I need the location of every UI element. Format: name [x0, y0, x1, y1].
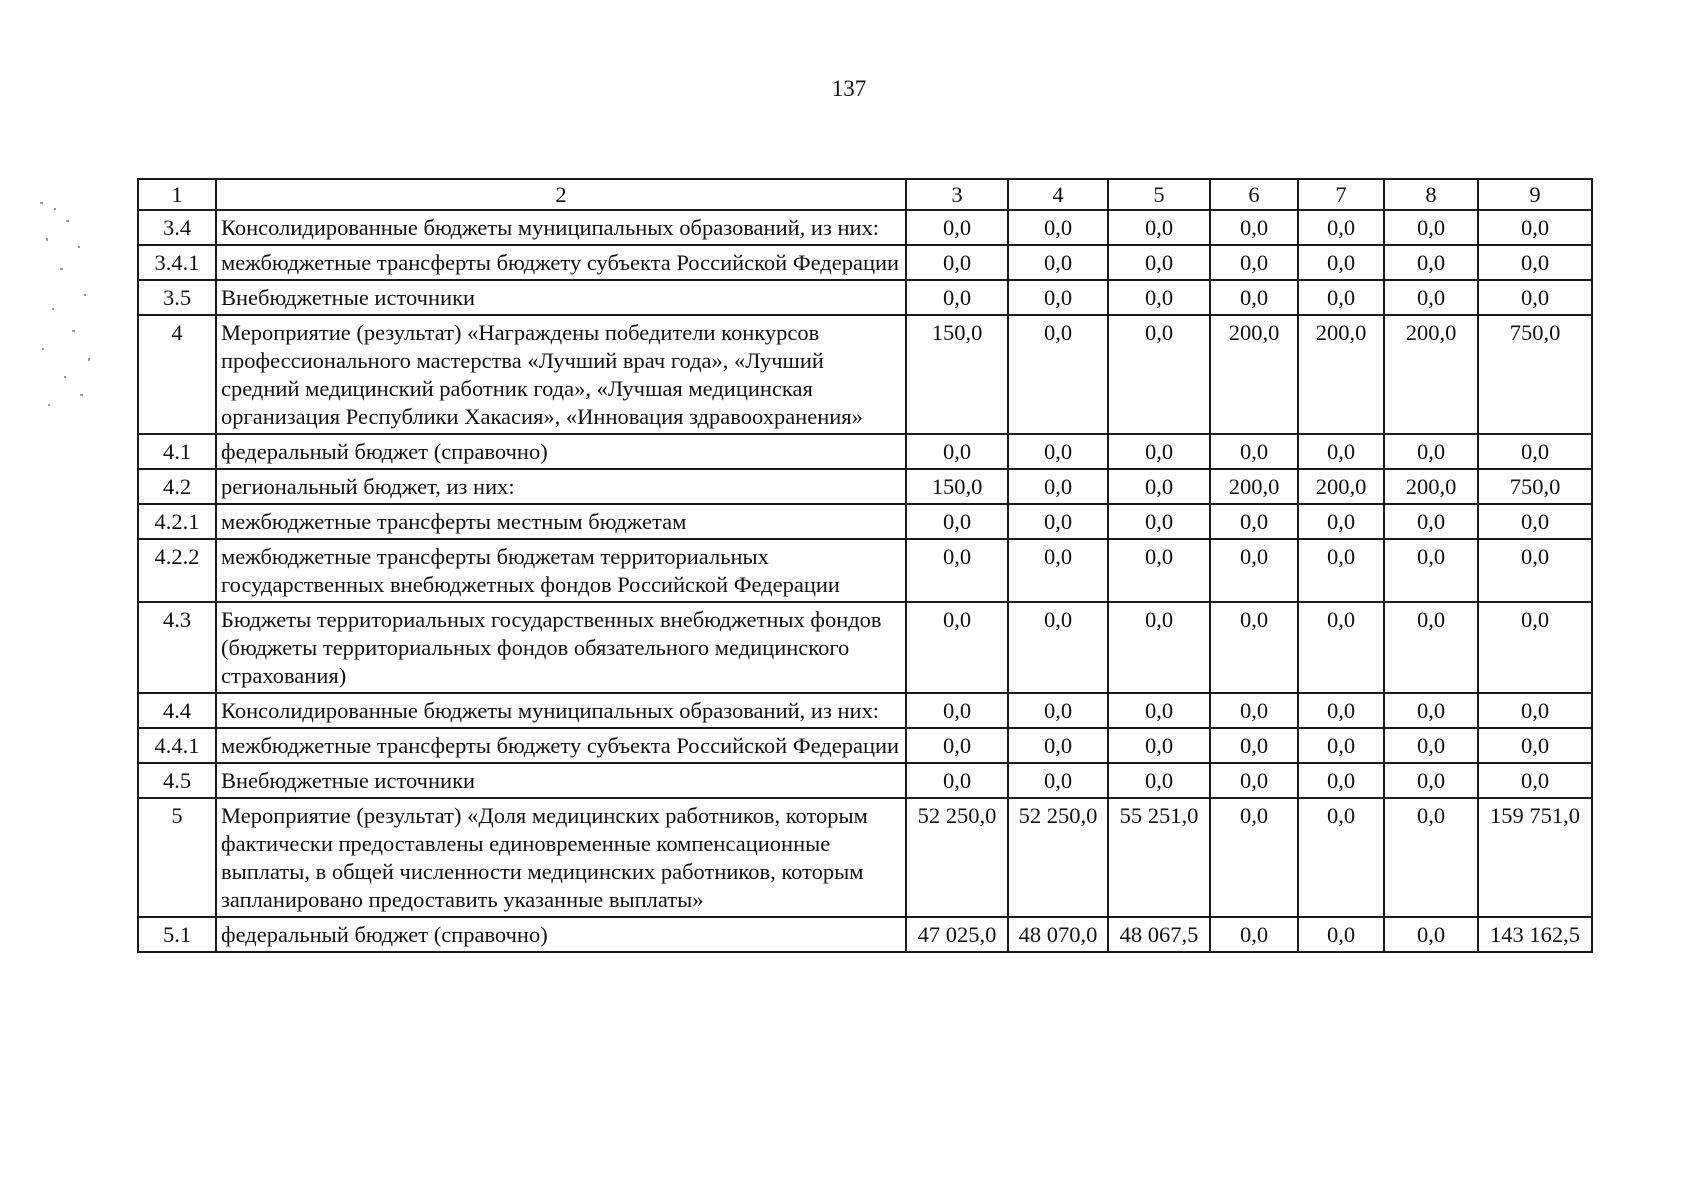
value-cell: 0,0 — [1384, 434, 1478, 469]
value-cell: 0,0 — [1478, 763, 1592, 798]
value-cell: 750,0 — [1478, 315, 1592, 434]
value-cell: 47 025,0 — [906, 917, 1008, 952]
value-cell: 55 251,0 — [1108, 798, 1210, 917]
value-cell: 0,0 — [1108, 210, 1210, 245]
value-cell: 0,0 — [1008, 434, 1108, 469]
table-row — [138, 728, 1592, 763]
page-number: 137 — [831, 76, 867, 101]
value-cell: 0,0 — [1384, 504, 1478, 539]
row-description-cell: межбюджетные трансферты бюджету субъекта Российской Федерации — [216, 728, 906, 763]
value-cell: 0,0 — [1384, 693, 1478, 728]
row-description-cell: межбюджетные трансферты бюджету субъекта Российской Федерации — [216, 245, 906, 280]
value-cell: 0,0 — [1210, 539, 1298, 602]
row-number-cell: 5.1 — [138, 917, 216, 952]
row-number-cell: 5 — [138, 798, 216, 917]
value-cell: 0,0 — [1108, 763, 1210, 798]
value-cell: 0,0 — [1008, 280, 1108, 315]
value-cell: 0,0 — [1210, 763, 1298, 798]
table-row — [138, 315, 1592, 434]
header-cell: 2 — [216, 179, 906, 210]
value-cell: 200,0 — [1210, 315, 1298, 434]
table-row — [138, 280, 1592, 315]
row-description-cell: региональный бюджет, из них: — [216, 469, 906, 504]
value-cell: 200,0 — [1298, 469, 1384, 504]
row-number-cell: 4.3 — [138, 602, 216, 693]
row-number-cell: 4.1 — [138, 434, 216, 469]
value-cell: 0,0 — [1384, 245, 1478, 280]
value-cell: 0,0 — [1210, 210, 1298, 245]
value-cell: 0,0 — [1008, 504, 1108, 539]
value-cell: 0,0 — [1108, 693, 1210, 728]
header-cell: 7 — [1298, 179, 1384, 210]
value-cell: 0,0 — [1384, 210, 1478, 245]
value-cell: 0,0 — [906, 693, 1008, 728]
table-row — [138, 917, 1592, 952]
row-description-cell: Мероприятие (результат) «Награждены победители конкурсов профессионального мастерства «Лучший врач года», «Лучший средний медицинский работник года», «Лучшая медицинская организация Республики Хакасия», «Инновация здравоохранения» — [216, 315, 906, 434]
value-cell: 0,0 — [1210, 280, 1298, 315]
row-description-cell: межбюджетные трансферты местным бюджетам — [216, 504, 906, 539]
row-number-cell: 4.2.2 — [138, 539, 216, 602]
value-cell: 0,0 — [1298, 539, 1384, 602]
value-cell: 0,0 — [1008, 315, 1108, 434]
value-cell: 0,0 — [1478, 210, 1592, 245]
table-body — [138, 210, 1592, 952]
value-cell: 0,0 — [1108, 504, 1210, 539]
row-description-cell: Мероприятие (результат) «Доля медицинских работников, которым фактически предоставлены единовременные компенсационные выплаты, в общей численности медицинских работников, которым запланировано предоставить указанные выплаты» — [216, 798, 906, 917]
row-description-cell: федеральный бюджет (справочно) — [216, 917, 906, 952]
value-cell: 0,0 — [1384, 280, 1478, 315]
value-cell: 0,0 — [906, 434, 1008, 469]
value-cell: 0,0 — [1210, 917, 1298, 952]
value-cell: 0,0 — [1298, 504, 1384, 539]
value-cell: 0,0 — [1298, 210, 1384, 245]
value-cell: 0,0 — [1384, 539, 1478, 602]
header-cell: 6 — [1210, 179, 1298, 210]
row-number-cell: 3.4 — [138, 210, 216, 245]
value-cell: 0,0 — [1008, 693, 1108, 728]
row-number-cell: 4 — [138, 315, 216, 434]
header-cell: 5 — [1108, 179, 1210, 210]
value-cell: 0,0 — [1298, 763, 1384, 798]
value-cell: 159 751,0 — [1478, 798, 1592, 917]
row-description-cell: Бюджеты территориальных государственных внебюджетных фондов (бюджеты территориальных фондов обязательного медицинского страхования) — [216, 602, 906, 693]
value-cell: 0,0 — [1298, 798, 1384, 917]
value-cell: 750,0 — [1478, 469, 1592, 504]
value-cell: 0,0 — [1210, 434, 1298, 469]
value-cell: 200,0 — [1384, 469, 1478, 504]
value-cell: 0,0 — [1108, 434, 1210, 469]
table-row — [138, 210, 1592, 245]
value-cell: 0,0 — [1210, 693, 1298, 728]
value-cell: 0,0 — [1384, 763, 1478, 798]
value-cell: 0,0 — [1108, 728, 1210, 763]
value-cell: 0,0 — [1108, 602, 1210, 693]
value-cell: 0,0 — [1210, 798, 1298, 917]
value-cell: 0,0 — [1298, 280, 1384, 315]
value-cell: 143 162,5 — [1478, 917, 1592, 952]
value-cell: 150,0 — [906, 469, 1008, 504]
value-cell: 0,0 — [1478, 539, 1592, 602]
value-cell: 48 070,0 — [1008, 917, 1108, 952]
value-cell: 0,0 — [1384, 602, 1478, 693]
scan-noise-decoration — [34, 198, 100, 418]
value-cell: 200,0 — [1298, 315, 1384, 434]
value-cell: 0,0 — [1478, 504, 1592, 539]
value-cell: 0,0 — [906, 539, 1008, 602]
value-cell: 0,0 — [1108, 469, 1210, 504]
row-number-cell: 3.4.1 — [138, 245, 216, 280]
value-cell: 150,0 — [906, 315, 1008, 434]
header-row — [138, 179, 1592, 210]
header-cell: 3 — [906, 179, 1008, 210]
row-number-cell: 4.4 — [138, 693, 216, 728]
value-cell: 0,0 — [1008, 245, 1108, 280]
value-cell: 0,0 — [906, 210, 1008, 245]
value-cell: 0,0 — [1210, 245, 1298, 280]
table-row — [138, 693, 1592, 728]
value-cell: 0,0 — [1008, 602, 1108, 693]
row-description-cell: Внебюджетные источники — [216, 280, 906, 315]
value-cell: 0,0 — [1478, 728, 1592, 763]
row-description-cell: Консолидированные бюджеты муниципальных образований, из них: — [216, 210, 906, 245]
table-row — [138, 763, 1592, 798]
value-cell: 0,0 — [1298, 917, 1384, 952]
value-cell: 200,0 — [1210, 469, 1298, 504]
value-cell: 0,0 — [1298, 434, 1384, 469]
header-cell: 1 — [138, 179, 216, 210]
value-cell: 0,0 — [1298, 693, 1384, 728]
value-cell: 0,0 — [1008, 728, 1108, 763]
value-cell: 0,0 — [1384, 917, 1478, 952]
value-cell: 0,0 — [906, 763, 1008, 798]
row-description-cell: Внебюджетные источники — [216, 763, 906, 798]
value-cell: 0,0 — [1478, 602, 1592, 693]
budget-table — [137, 178, 1593, 953]
value-cell: 52 250,0 — [1008, 798, 1108, 917]
value-cell: 0,0 — [1384, 798, 1478, 917]
value-cell: 0,0 — [906, 728, 1008, 763]
value-cell: 0,0 — [1478, 280, 1592, 315]
table-row — [138, 504, 1592, 539]
value-cell: 0,0 — [1210, 602, 1298, 693]
table-row — [138, 798, 1592, 917]
table-row — [138, 434, 1592, 469]
value-cell: 52 250,0 — [906, 798, 1008, 917]
value-cell: 0,0 — [1008, 539, 1108, 602]
header-cell: 9 — [1478, 179, 1592, 210]
value-cell: 0,0 — [906, 602, 1008, 693]
value-cell: 0,0 — [1298, 245, 1384, 280]
value-cell: 0,0 — [1384, 728, 1478, 763]
value-cell: 0,0 — [1108, 245, 1210, 280]
value-cell: 0,0 — [1478, 693, 1592, 728]
row-description-cell: федеральный бюджет (справочно) — [216, 434, 906, 469]
row-number-cell: 4.5 — [138, 763, 216, 798]
row-number-cell: 3.5 — [138, 280, 216, 315]
row-description-cell: Консолидированные бюджеты муниципальных образований, из них: — [216, 693, 906, 728]
row-description-cell: межбюджетные трансферты бюджетам территориальных государственных внебюджетных фондов Российской Федерации — [216, 539, 906, 602]
row-number-cell: 4.4.1 — [138, 728, 216, 763]
table-row — [138, 469, 1592, 504]
value-cell: 200,0 — [1384, 315, 1478, 434]
value-cell: 0,0 — [906, 280, 1008, 315]
header-cell: 8 — [1384, 179, 1478, 210]
value-cell: 0,0 — [1210, 728, 1298, 763]
value-cell: 48 067,5 — [1108, 917, 1210, 952]
value-cell: 0,0 — [1108, 315, 1210, 434]
row-number-cell: 4.2 — [138, 469, 216, 504]
value-cell: 0,0 — [906, 504, 1008, 539]
value-cell: 0,0 — [1298, 728, 1384, 763]
value-cell: 0,0 — [1008, 469, 1108, 504]
value-cell: 0,0 — [1298, 602, 1384, 693]
value-cell: 0,0 — [1108, 539, 1210, 602]
row-number-cell: 4.2.1 — [138, 504, 216, 539]
value-cell: 0,0 — [906, 245, 1008, 280]
table-row — [138, 602, 1592, 693]
value-cell: 0,0 — [1478, 245, 1592, 280]
value-cell: 0,0 — [1008, 763, 1108, 798]
table-row — [138, 539, 1592, 602]
value-cell: 0,0 — [1008, 210, 1108, 245]
value-cell: 0,0 — [1478, 434, 1592, 469]
value-cell: 0,0 — [1108, 280, 1210, 315]
header-cell: 4 — [1008, 179, 1108, 210]
value-cell: 0,0 — [1210, 504, 1298, 539]
table-row — [138, 245, 1592, 280]
